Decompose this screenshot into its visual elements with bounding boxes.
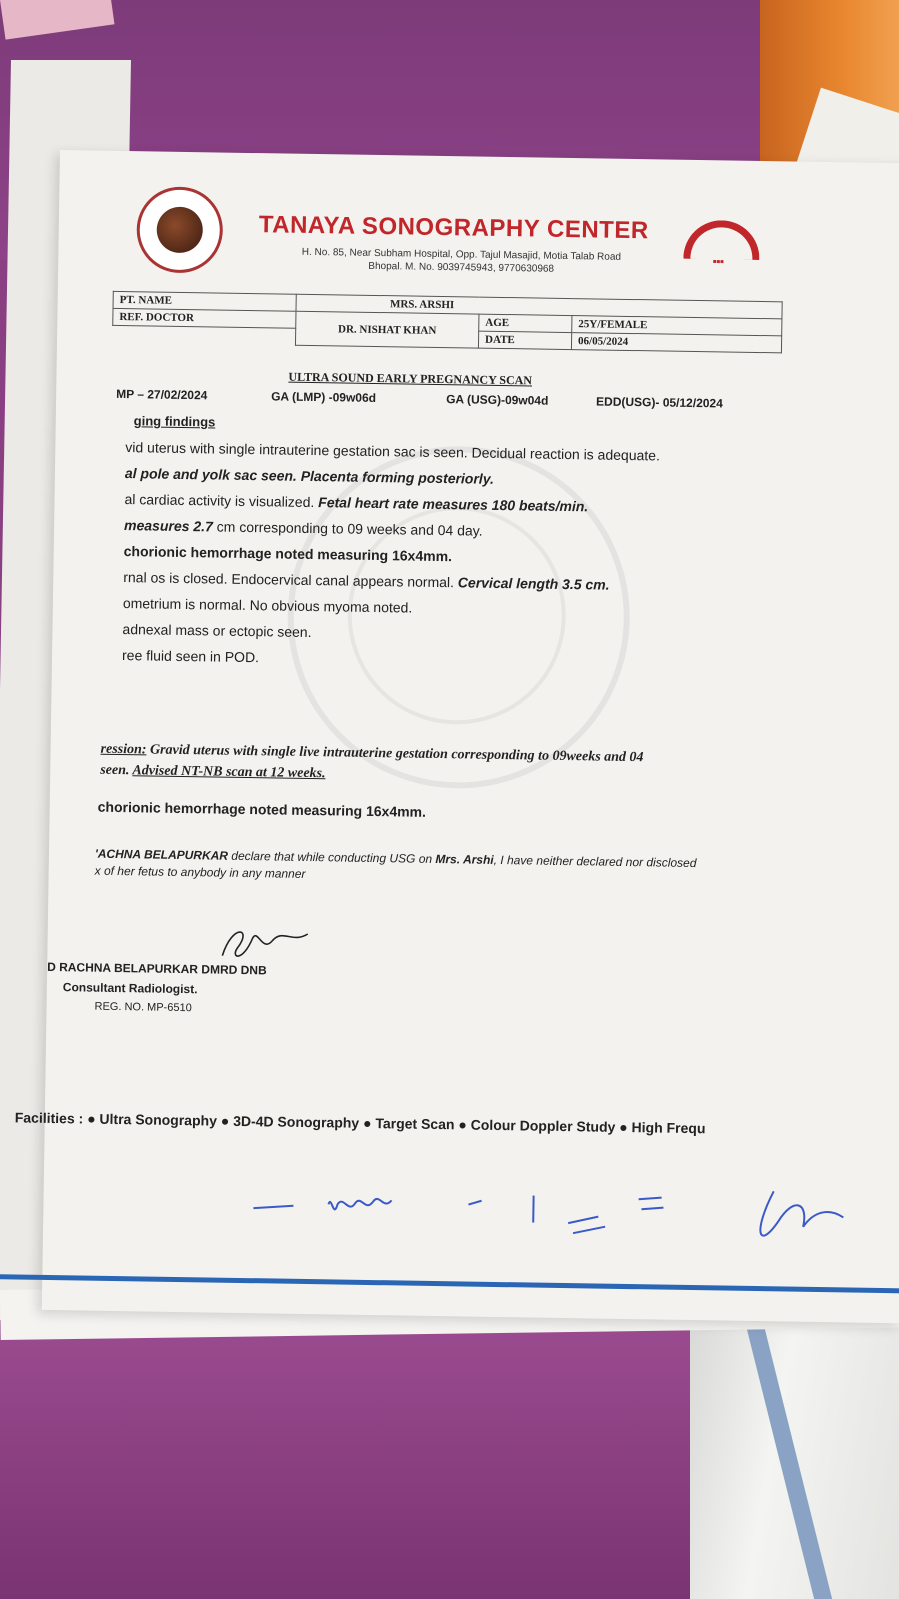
impression: ression: Gravid uterus with single live intrauterine gestation corresponding to 09weeks and 04 seen. Advised NT-NB scan at 12 weeks. [100, 741, 644, 782]
declaration: 'ACHNA BELAPURKAR declare that while conducting USG on Mrs. Arshi, I have neither declared nor disclosed x of her fetus to anybody in any manner [94, 846, 697, 881]
report-title: ULTRA SOUND EARLY PREGNANCY SCAN [288, 369, 533, 388]
lmp-date: MP – 27/02/2024 [116, 386, 208, 403]
finding-line: vid uterus with single intrauterine gestation sac is seen. Decidual reaction is adequate. [125, 439, 661, 464]
finding-line: al pole and yolk sac seen. Placenta forming posteriorly. [124, 465, 495, 487]
clinic-name: TANAYA SONOGRAPHY CENTER [258, 211, 649, 245]
section-title: ging findings [133, 413, 216, 430]
finding-line: measures 2.7 cm corresponding to 09 weeks and 04 day. [123, 517, 483, 539]
book-corner [690, 1325, 899, 1599]
address-line-2: Bhopal. M. No. 9039745943, 9770630968 [368, 260, 555, 275]
finding-line: rnal os is closed. Endocervical canal appears normal. Cervical length 3.5 cm. [123, 569, 610, 593]
date-label: DATE [478, 331, 571, 349]
pt-name-label: PT. NAME [113, 291, 296, 311]
age-label: AGE [479, 314, 572, 332]
facilities-footer: Facilities : ● Ultra Sonography ● 3D-4D Sonography ● Target Scan ● Colour Doppler Study ● High Frequ [14, 1109, 706, 1137]
ga-lmp: GA (LMP) -09w06d [271, 389, 377, 405]
finding-line: al cardiac activity is visualized. Fetal heart rate measures 180 beats/min. [124, 491, 589, 515]
pt-name-value: MRS. ARSHI [296, 294, 782, 319]
handwritten-notes [233, 1163, 854, 1253]
ref-doctor-value: DR. NISHAT KHAN [295, 311, 479, 348]
doctor-reg-no: REG. NO. MP-6510 [94, 1000, 192, 1015]
doctor-name: D RACHNA BELAPURKAR DMRD DNB [47, 959, 267, 978]
doctor-signature [212, 917, 323, 969]
finding-line: ree fluid seen in POD. [121, 647, 260, 666]
footer-rule [0, 1274, 899, 1293]
ga-usg: GA (USG)-09w04d [446, 392, 549, 408]
report-sheet [14, 150, 899, 1323]
address-line-1: H. No. 85, Near Subham Hospital, Opp. Tajul Masajid, Motia Talab Road [301, 246, 622, 263]
date-value: 06/05/2024 [571, 333, 781, 353]
finding-line: ometrium is normal. No obvious myoma noted. [122, 595, 413, 616]
finding-line: chorionic hemorrhage noted measuring 16x4mm. [123, 543, 453, 565]
finding-line: adnexal mass or ectopic seen. [122, 621, 312, 641]
beti-bachao-logo-icon: ■■■ [683, 220, 754, 276]
clinic-logo-icon [136, 186, 223, 273]
doctor-title: Consultant Radiologist. [62, 980, 198, 997]
age-value: 25Y/FEMALE [572, 316, 782, 336]
clinic-address [236, 245, 686, 278]
patient-table [112, 291, 783, 354]
edd-usg: EDD(USG)- 05/12/2024 [596, 394, 723, 411]
hemorrhage-note: chorionic hemorrhage noted measuring 16x4mm. [97, 798, 427, 820]
ref-doctor-label: REF. DOCTOR [113, 308, 296, 328]
